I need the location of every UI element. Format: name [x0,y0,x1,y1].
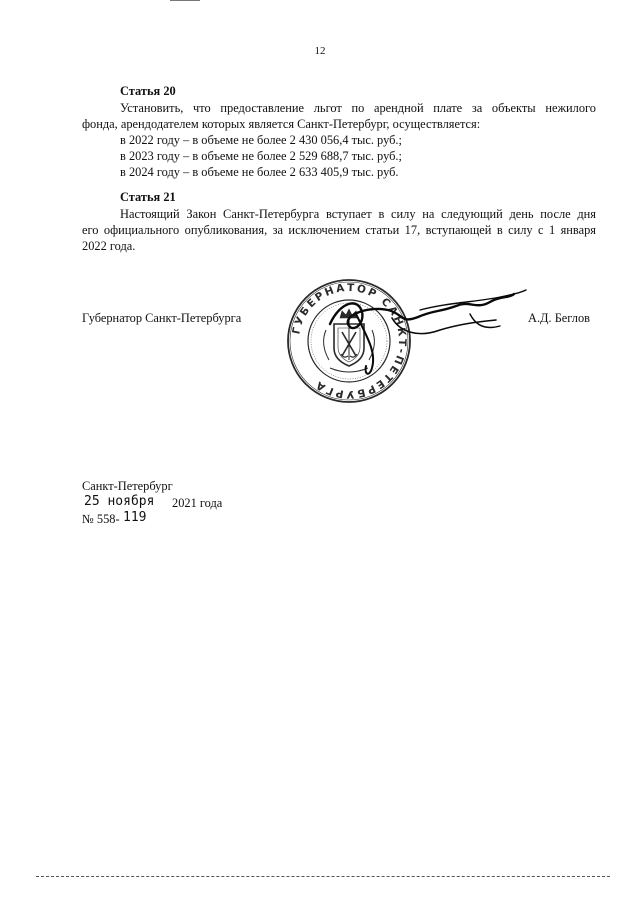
governor-position: Губернатор Санкт-Петербурга [82,311,242,325]
scan-top-mark [170,0,200,1]
article-20-item: в 2022 году – в объеме не более 2 430 056,4 тыс. руб.; [120,133,402,147]
article-21-text-line-2: его официального опубликования, за исключением статьи 17, вступающей в силу с 1 января [82,223,596,237]
seal-text: ГУБЕРНАТОР САНКТ-ПЕТЕРБУРГА [290,281,409,401]
article-20-intro-line-2: фонда, арендодателем которых является Санкт-Петербург, осуществляется: [82,117,481,131]
article-21-text-line-1: Настоящий Закон Санкт-Петербурга вступает в силу на следующий день после дня [120,207,596,221]
law-number-value: 119 [123,510,147,525]
date-day-month: 25 ноября [84,494,155,509]
handwritten-signature [300,272,530,382]
city-name: Санкт-Петербург [82,479,173,493]
governor-name: А.Д. Беглов [528,311,590,325]
article-20-item: в 2024 году – в объеме не более 2 633 405,9 тыс. руб. [120,165,399,179]
article-20-heading: Статья 20 [120,84,176,98]
article-20-item: в 2023 году – в объеме не более 2 529 688,7 тыс. руб.; [120,149,402,163]
law-number-prefix: № 558- [82,512,120,526]
date-year: 2021 года [172,496,223,510]
article-20-intro-line-1: Установить, что предоставление льгот по арендной плате за объекты нежилого [120,101,596,115]
page-number: 12 [314,45,326,57]
article-21-heading: Статья 21 [120,190,176,204]
article-21-text-line-3: 2022 года. [82,239,136,253]
scan-bottom-edge [36,876,610,877]
